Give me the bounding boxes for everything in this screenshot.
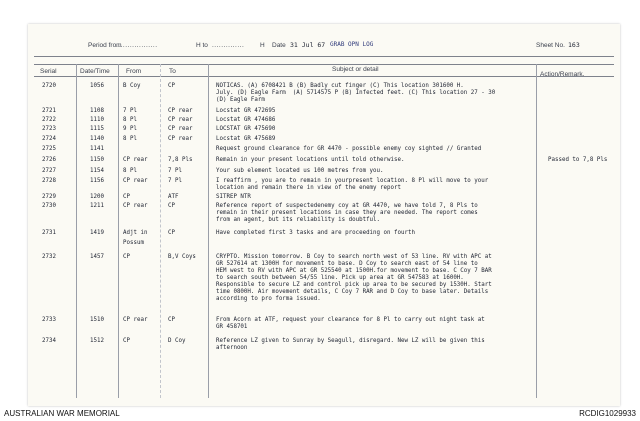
subject-line: Remain in your present locations until told otherwise. (216, 157, 405, 163)
from-cell: CP rear (123, 157, 148, 163)
subject-line: according to pro forma issued. (216, 296, 321, 302)
time-cell: 1150 (90, 157, 104, 163)
subject-line: from an agent, but its reliability is doubtful. (216, 217, 381, 223)
to-cell: CP rear (168, 108, 193, 114)
time-cell: 1141 (90, 146, 104, 152)
time-cell: 1512 (90, 338, 104, 344)
time-cell: 1457 (90, 254, 104, 260)
subject-line: (D) Eagle Farm (216, 97, 265, 103)
col-to: To (169, 68, 176, 75)
time-cell: 1108 (90, 108, 104, 114)
subject-line: CRYPTO. Mission tomorrow. B Coy to search north west of 53 line. RV with APC at (216, 254, 492, 260)
from-cell: CP (123, 194, 130, 200)
serial-cell: 2722 (42, 117, 56, 123)
subject-line: Locstat GR 475689 (216, 136, 276, 142)
subject-line: NOTICAS. (A) 6708421 B (B) Badly cut finger (C) This location 301600 H. (216, 83, 464, 89)
subject-line: HEM west to RV with APC at GR 525540 at 1500H.for movement to base. C Coy 7 BAR (216, 268, 492, 274)
subject-line: time 0800H. Air movement details, C Coy 7 RAR and D Coy to base later. Details (216, 289, 489, 295)
subject-line: Locstat GR 472695 (216, 108, 276, 114)
subject-line: Reference LZ given to Sunray by Seagull, disregard. New LZ will be given this (216, 338, 485, 344)
serial-cell: 2733 (42, 317, 56, 323)
col-from: From (126, 68, 142, 75)
to-cell: ATF (168, 194, 179, 200)
table-row (28, 254, 620, 302)
subject-line: Your sub element located us 100 metres from you. (216, 168, 384, 174)
to-cell: CP (168, 83, 175, 89)
to-cell: 7,8 Pls (168, 157, 193, 163)
h-label: H (260, 42, 265, 49)
from-cell: CP rear (123, 317, 148, 323)
time-cell: 1510 (90, 317, 104, 323)
to-cell: B,V Coys (168, 254, 196, 260)
to-cell: CP rear (168, 126, 193, 132)
serial-cell: 2729 (42, 194, 56, 200)
time-cell: 1056 (90, 83, 104, 89)
log-sheet (28, 24, 620, 406)
from-cell: 8 Pl (123, 168, 137, 174)
subject-line: GR 458701 (216, 324, 248, 330)
to-cell: D Coy (168, 338, 186, 344)
footer-source: AUSTRALIAN WAR MEMORIAL (4, 409, 120, 418)
table-row (28, 146, 620, 157)
log-stamp: GRAB OPN LOG (330, 41, 374, 48)
subject-line: SITREP NTR (216, 194, 251, 200)
table-row (28, 157, 620, 168)
time-cell: 1156 (90, 178, 104, 184)
sheet-label: Sheet No. (536, 42, 565, 49)
from-cell: 8 Pl (123, 136, 137, 142)
from-cell: CP rear (123, 203, 148, 209)
subject-line: Reference report of suspectedenemy coy at GR 4470, we have told 7, 8 Pls to (216, 203, 478, 209)
subject-line: Request ground clearance for GR 4470 - possible enemy coy sighted // Granted (216, 146, 482, 152)
table-row (28, 338, 620, 349)
col-date-time: Date/Time (80, 68, 110, 75)
from-cell: 7 Pl (123, 108, 137, 114)
table-row (28, 203, 620, 223)
to-cell: CP (168, 230, 175, 236)
time-cell: 1115 (90, 126, 104, 132)
to-cell: 7 Pl (168, 168, 182, 174)
subject-line: LOCSTAT GR 475690 (216, 126, 276, 132)
subject-line: remain in their present locations in case they are needed. The report comes (216, 210, 478, 216)
from-cell: CP (123, 254, 130, 260)
serial-cell: 2724 (42, 136, 56, 142)
time-cell: 1154 (90, 168, 104, 174)
serial-cell: 2723 (42, 126, 56, 132)
from-cell: 8 Pl (123, 117, 137, 123)
serial-cell: 2726 (42, 157, 56, 163)
period-label: Period from (88, 42, 122, 49)
serial-cell: 2728 (42, 178, 56, 184)
period-dots: .................. (116, 42, 158, 49)
to-cell: CP (168, 203, 175, 209)
subject-line: I reaffirm , you are to remain in yourpresent location. 8 Pl will move to your (216, 178, 489, 184)
to-cell: 7 Pl (168, 178, 182, 184)
footer-ref: RCDIG1029933 (579, 409, 636, 418)
serial-cell: 2732 (42, 254, 56, 260)
to-cell: CP rear (168, 136, 193, 142)
time-cell: 1419 (90, 230, 104, 236)
col-action: Action/Remark. (540, 71, 585, 78)
serial-cell: 2730 (42, 203, 56, 209)
time-cell: 1200 (90, 194, 104, 200)
h-to-label: H to (196, 42, 208, 49)
table-row (28, 317, 620, 328)
serial-cell: 2725 (42, 146, 56, 152)
action-cell: Passed to 7,8 Pls (548, 157, 608, 163)
subject-line: location and remain there in view of the enemy report (216, 185, 401, 191)
time-cell: 1140 (90, 136, 104, 142)
subject-line: afternoon (216, 345, 248, 351)
sheet-number: 163 (568, 41, 580, 49)
subject-line: GR 527614 at 1300H for movement to base. D Coy to search east of 54 line to (216, 261, 478, 267)
subject-line: Have completed first 3 tasks and are proceeding on fourth (216, 230, 415, 236)
from-cell: Possum (123, 240, 144, 246)
date-label: Date (272, 42, 286, 49)
col-subject: Subject or detail (332, 66, 379, 73)
table-row (28, 83, 620, 103)
subject-line: From Acorn at ATF, request your clearance for 8 Pl to carry out night task at (216, 317, 485, 323)
header-rule-bottom (34, 76, 614, 77)
to-cell: CP (168, 317, 175, 323)
serial-cell: 2721 (42, 108, 56, 114)
from-cell: 9 Pl (123, 126, 137, 132)
header-rule-mid (34, 64, 614, 65)
subject-line: July. (D) Eagle Farm (A) 5714575 P (B) Infected feet. (C) This location 27 - 30 (216, 90, 496, 96)
h-to-dots: .............. (212, 42, 245, 49)
serial-cell: 2734 (42, 338, 56, 344)
serial-cell: 2720 (42, 83, 56, 89)
header-rule-top (34, 56, 614, 57)
from-cell: B Coy (123, 83, 141, 89)
serial-cell: 2727 (42, 168, 56, 174)
from-cell: Adjt in (123, 230, 148, 236)
time-cell: 1110 (90, 117, 104, 123)
table-row (28, 178, 620, 189)
table-row (28, 240, 620, 251)
to-cell: CP rear (168, 117, 193, 123)
date-value: 31 Jul 67 (290, 41, 326, 49)
from-cell: CP (123, 338, 130, 344)
from-cell: CP rear (123, 178, 148, 184)
subject-line: Locstat GR 474686 (216, 117, 276, 123)
subject-line: to search south between 54/55 line. Pick up area at GR 547583 at 1600H. (216, 275, 464, 281)
subject-line: Responsible to secure LZ and control pick up area to be secured by 1530H. Start (216, 282, 492, 288)
serial-cell: 2731 (42, 230, 56, 236)
time-cell: 1211 (90, 203, 104, 209)
col-serial: Serial (40, 68, 57, 75)
